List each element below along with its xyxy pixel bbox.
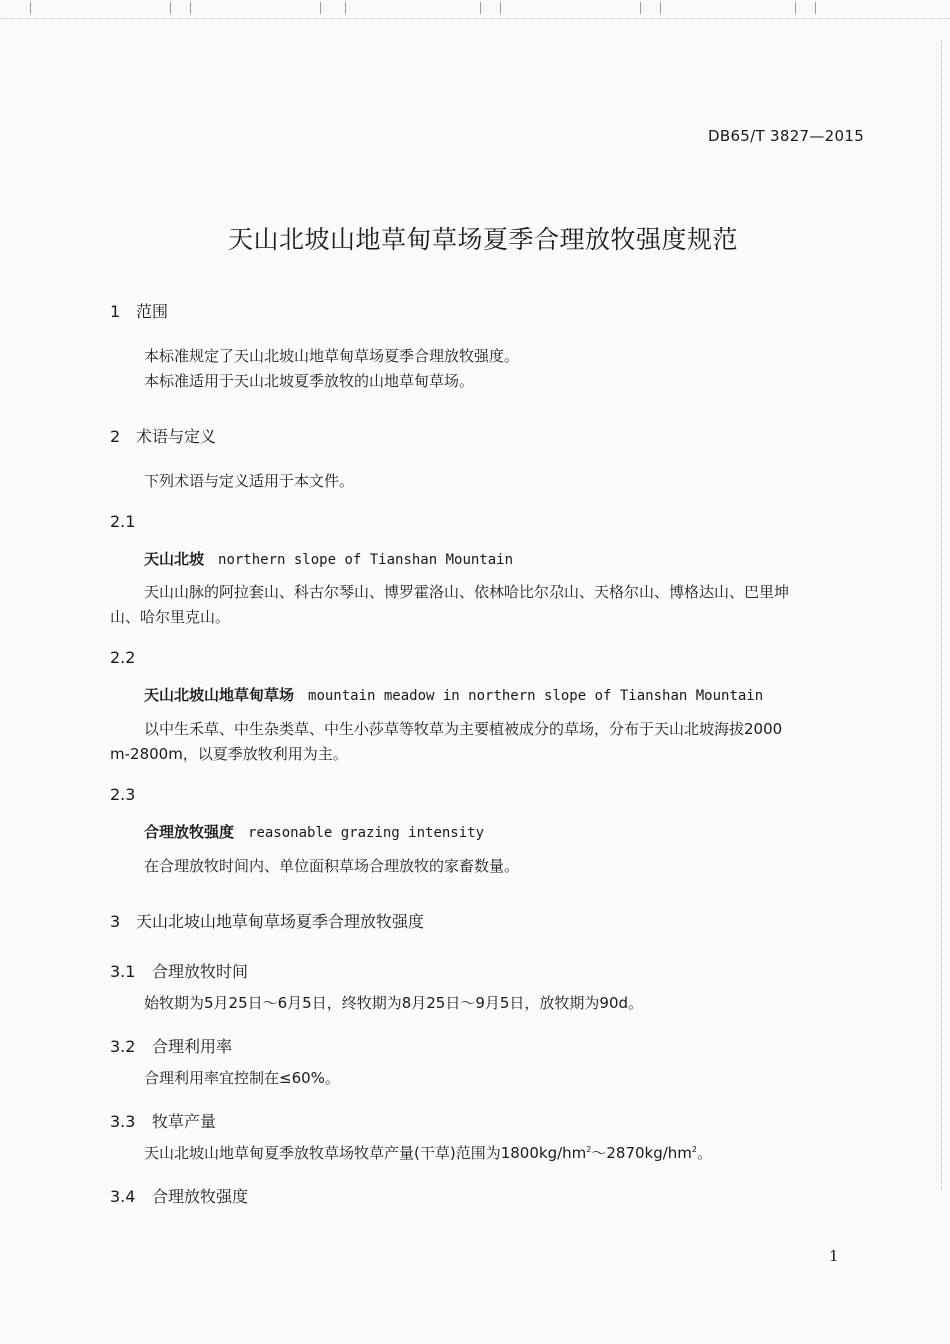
scan-edge-top bbox=[0, 0, 950, 19]
clause-2-2-number: 2.2 bbox=[110, 648, 136, 667]
clause-3-3-heading: 3.3 牧草产量 bbox=[110, 1112, 217, 1131]
clause-3-4-heading: 3.4 合理放牧强度 bbox=[110, 1187, 249, 1206]
clause-2-1-number: 2.1 bbox=[110, 512, 136, 531]
clause-3-1-heading: 3.1 合理放牧时间 bbox=[110, 962, 249, 981]
scan-edge-right bbox=[941, 40, 950, 1190]
term-2-1: 天山北坡 northern slope of Tianshan Mountain bbox=[144, 550, 514, 568]
document-number: DB65/T 3827—2015 bbox=[708, 127, 865, 145]
definition-line: 天山山脉的阿拉套山、科古尔琴山、博罗霍洛山、依林哈比尔尕山、天格尔山、博格达山、巴里坤 bbox=[144, 583, 790, 601]
definition-line: 山、哈尔里克山。 bbox=[110, 608, 231, 626]
paragraph: 下列术语与定义适用于本文件。 bbox=[144, 472, 355, 490]
clause-3-2-heading: 3.2 合理利用率 bbox=[110, 1037, 233, 1056]
definition-line: m-2800m，以夏季放牧利用为主。 bbox=[110, 745, 348, 763]
paragraph: 始牧期为5月25日～6月5日，终牧期为8月25日～9月5日，放牧期为90d。 bbox=[144, 994, 644, 1012]
section-2-heading: 2 术语与定义 bbox=[110, 427, 217, 446]
paragraph-yield: 天山北坡山地草甸夏季放牧草场牧草产量(干草)范围为$1800kg/hm^2\sim 2870kg/hm^2$。 bbox=[144, 1144, 713, 1162]
section-3-heading: 3 天山北坡山地草甸草场夏季合理放牧强度 bbox=[110, 912, 425, 931]
clause-2-3-number: 2.3 bbox=[110, 785, 136, 804]
definition-line: 在合理放牧时间内、单位面积草场合理放牧的家畜数量。 bbox=[144, 857, 520, 875]
term-2-3: 合理放牧强度 reasonable grazing intensity bbox=[144, 823, 485, 841]
section-1-heading: 1 范围 bbox=[110, 302, 169, 321]
paragraph: 本标准规定了天山北坡山地草甸草场夏季合理放牧强度。 bbox=[144, 347, 520, 365]
paragraph: 本标准适用于天山北坡夏季放牧的山地草甸草场。 bbox=[144, 372, 475, 390]
definition-line: 以中生禾草、中生杂类草、中生小莎草等牧草为主要植被成分的草场，分布于天山北坡海拔2000 bbox=[144, 720, 783, 738]
term-2-2: 天山北坡山地草甸草场 mountain meadow in northern slope of Tianshan Mountain bbox=[144, 686, 764, 704]
paragraph: 合理利用率宜控制在≤60%。 bbox=[144, 1069, 340, 1087]
document-title: 天山北坡山地草甸草场夏季合理放牧强度规范 bbox=[228, 225, 739, 254]
page-number: 1 bbox=[829, 1247, 839, 1265]
